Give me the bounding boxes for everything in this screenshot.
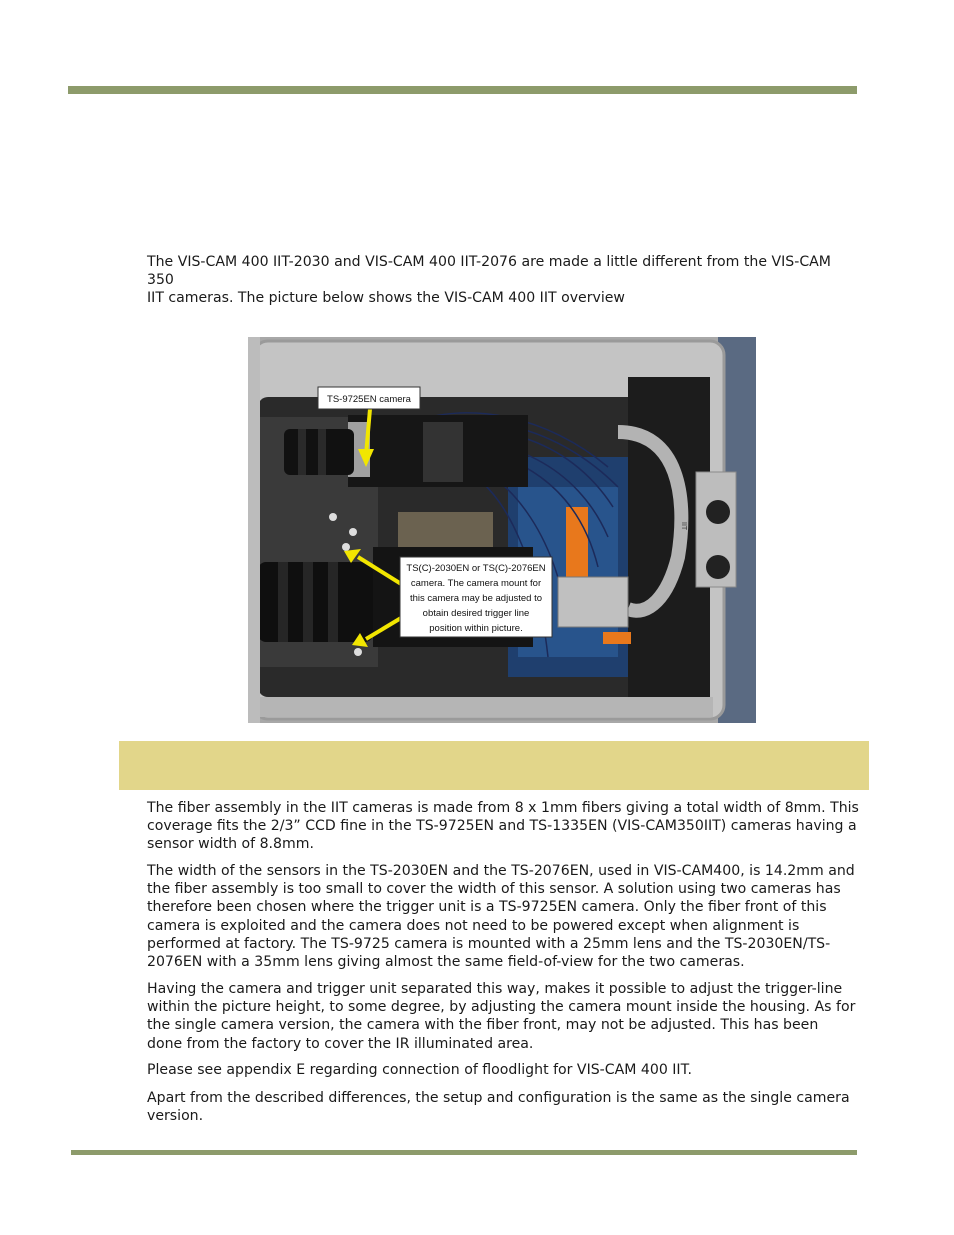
text-line: 2076EN with a 35mm lens giving almost the same field-of-view for the two cameras. bbox=[147, 954, 745, 971]
text-line: coverage fits the 2/3” CCD fine in the TS-9725EN and TS-1335EN (VIS-CAM350IIT) cameras having a bbox=[147, 818, 857, 835]
text-line: The width of the sensors in the TS-2030EN and the TS-2076EN, used in VIS-CAM400, is 14.2mm and bbox=[147, 863, 855, 879]
section-heading-band bbox=[119, 741, 869, 790]
callout-bottom-line: position within picture. bbox=[429, 623, 523, 634]
callout-bottom-line: TS(C)-2030EN or TS(C)-2076EN bbox=[406, 563, 546, 574]
header-rule bbox=[68, 86, 857, 94]
text-line: Apart from the described differences, the setup and configuration is the same as the single camera bbox=[147, 1090, 850, 1106]
body-paragraph bbox=[147, 1061, 859, 1079]
text-line: within the picture height, to some degree, by adjusting the camera mount inside the housing. As for bbox=[147, 999, 856, 1016]
intro-line: The VIS-CAM 400 IIT-2030 and VIS-CAM 400 IIT-2076 are made a little different from the VIS-CAM 350 bbox=[147, 254, 831, 289]
body-paragraph bbox=[147, 1089, 859, 1125]
callout-top-label: TS-9725EN camera bbox=[327, 394, 411, 405]
callout-bottom-line: obtain desired trigger line bbox=[422, 608, 530, 619]
text-line: Please see appendix E regarding connection of floodlight for VIS-CAM 400 IIT. bbox=[147, 1062, 692, 1078]
callout-bottom-line: this camera may be adjusted to bbox=[409, 593, 543, 604]
text-line: The fiber assembly in the IIT cameras is made from 8 x 1mm fibers giving a total width of 8mm. This bbox=[147, 800, 859, 816]
text-line: the fiber assembly is too small to cover the width of this sensor. A solution using two cameras has bbox=[147, 881, 841, 898]
intro-line: IIT cameras. The picture below shows the VIS-CAM 400 IIT overview bbox=[147, 290, 625, 307]
text-line: sensor width of 8.8mm. bbox=[147, 836, 314, 853]
text-line: version. bbox=[147, 1108, 204, 1125]
text-line: the single camera version, the camera with the fiber front, may not be adjusted. This has been bbox=[147, 1017, 819, 1034]
body-paragraph bbox=[147, 862, 859, 971]
body-paragraph bbox=[147, 980, 859, 1053]
text-line: camera is exploited and the camera does not need to be powered except when alignment is bbox=[147, 917, 800, 934]
callout-bottom-line: camera. The camera mount for bbox=[410, 578, 542, 589]
footer-rule bbox=[71, 1150, 857, 1155]
cable-label: IIT bbox=[680, 522, 687, 531]
body-paragraph bbox=[147, 799, 859, 854]
text-line: Having the camera and trigger unit separated this way, makes it possible to adjust the trigger-line bbox=[147, 981, 843, 997]
text-line: therefore been chosen where the trigger unit is a TS-9725EN camera. Only the fiber front of this bbox=[147, 899, 827, 916]
camera-overview-photo bbox=[248, 337, 756, 723]
text-line: done from the factory to cover the IR illuminated area. bbox=[147, 1035, 534, 1052]
intro-paragraph bbox=[147, 253, 859, 308]
text-line: performed at factory. The TS-9725 camera is mounted with a 25mm lens and the TS-2030EN/TS- bbox=[147, 935, 831, 952]
